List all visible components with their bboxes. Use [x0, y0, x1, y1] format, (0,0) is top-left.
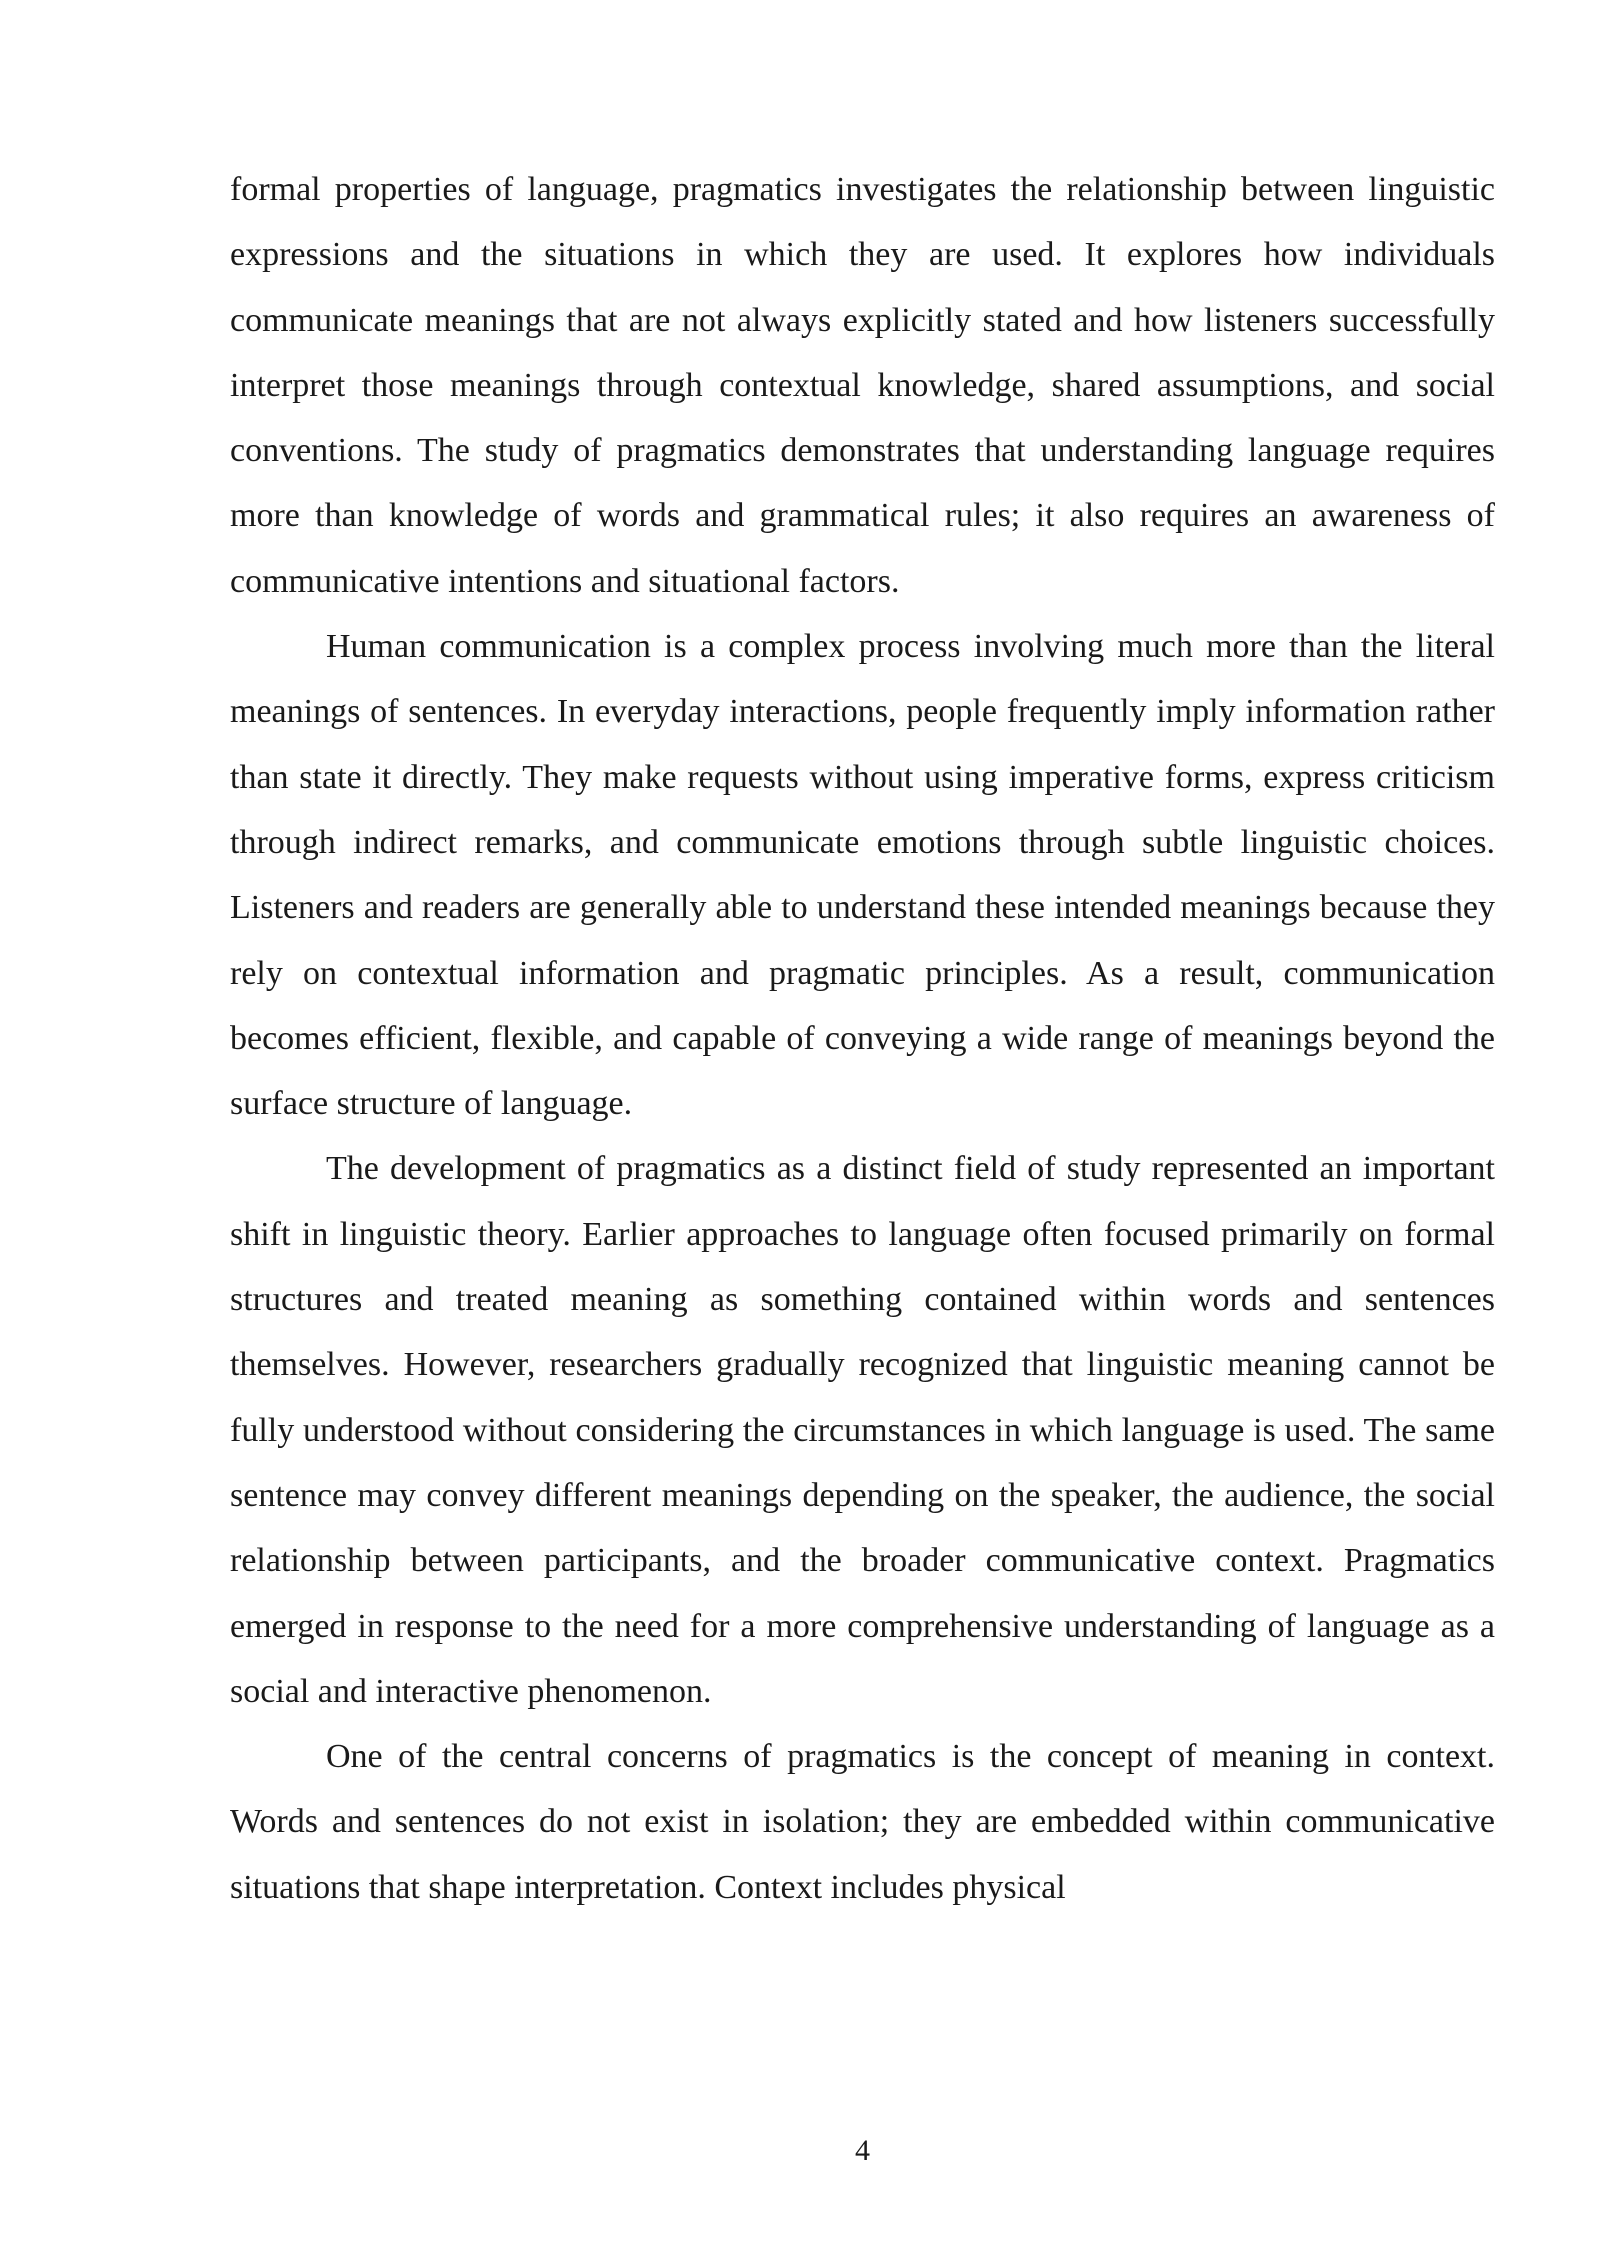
paragraph-meaning-in-context: One of the central concerns of pragmatics is the concept of meaning in context. Words and sentences do not exist in isolation; they are embedded within communicative situations that shape interpretation. Context includes physical	[230, 1738, 1495, 1906]
page-number: 4	[855, 2134, 870, 2167]
paragraph-human-communication: Human communication is a complex process involving much more than the literal meanings of sentences. In everyday interactions, people frequently imply information rather than state it directly. They make requests without using imperative forms, express criticism through indirect remarks, and communicate emotions through subtle linguistic choices. Listeners and readers are generally able to understand these intended meanings because they rely on contextual information and pragmatic principles. As a result, communication becomes efficient, flexible, and capable of conveying a wide range of meanings beyond the surface structure of language.	[230, 628, 1495, 1123]
paragraph-continued: formal properties of language, pragmatics investigates the relationship between linguistic expressions and the situations in which they are used. It explores how individuals communicate meanings that are not always explicitly stated and how listeners successfully interpret those meanings through contextual knowledge, shared assumptions, and social conventions. The study of pragmatics demonstrates that understanding language requires more than knowledge of words and grammatical rules; it also requires an awareness of communicative intentions and situational factors.	[230, 171, 1495, 600]
body-text	[230, 157, 1495, 1920]
paragraph-development-of-pragmatics: The development of pragmatics as a distinct field of study represented an important shift in linguistic theory. Earlier approaches to language often focused primarily on formal structures and treated meaning as something contained within words and sentences themselves. However, researchers gradually recognized that linguistic meaning cannot be fully understood without considering the circumstances in which language is used. The same sentence may convey different meanings depending on the speaker, the audience, the social relationship between participants, and the broader communicative context. Pragmatics emerged in response to the need for a more comprehensive understanding of language as a social and interactive phenomenon.	[230, 1150, 1495, 1710]
